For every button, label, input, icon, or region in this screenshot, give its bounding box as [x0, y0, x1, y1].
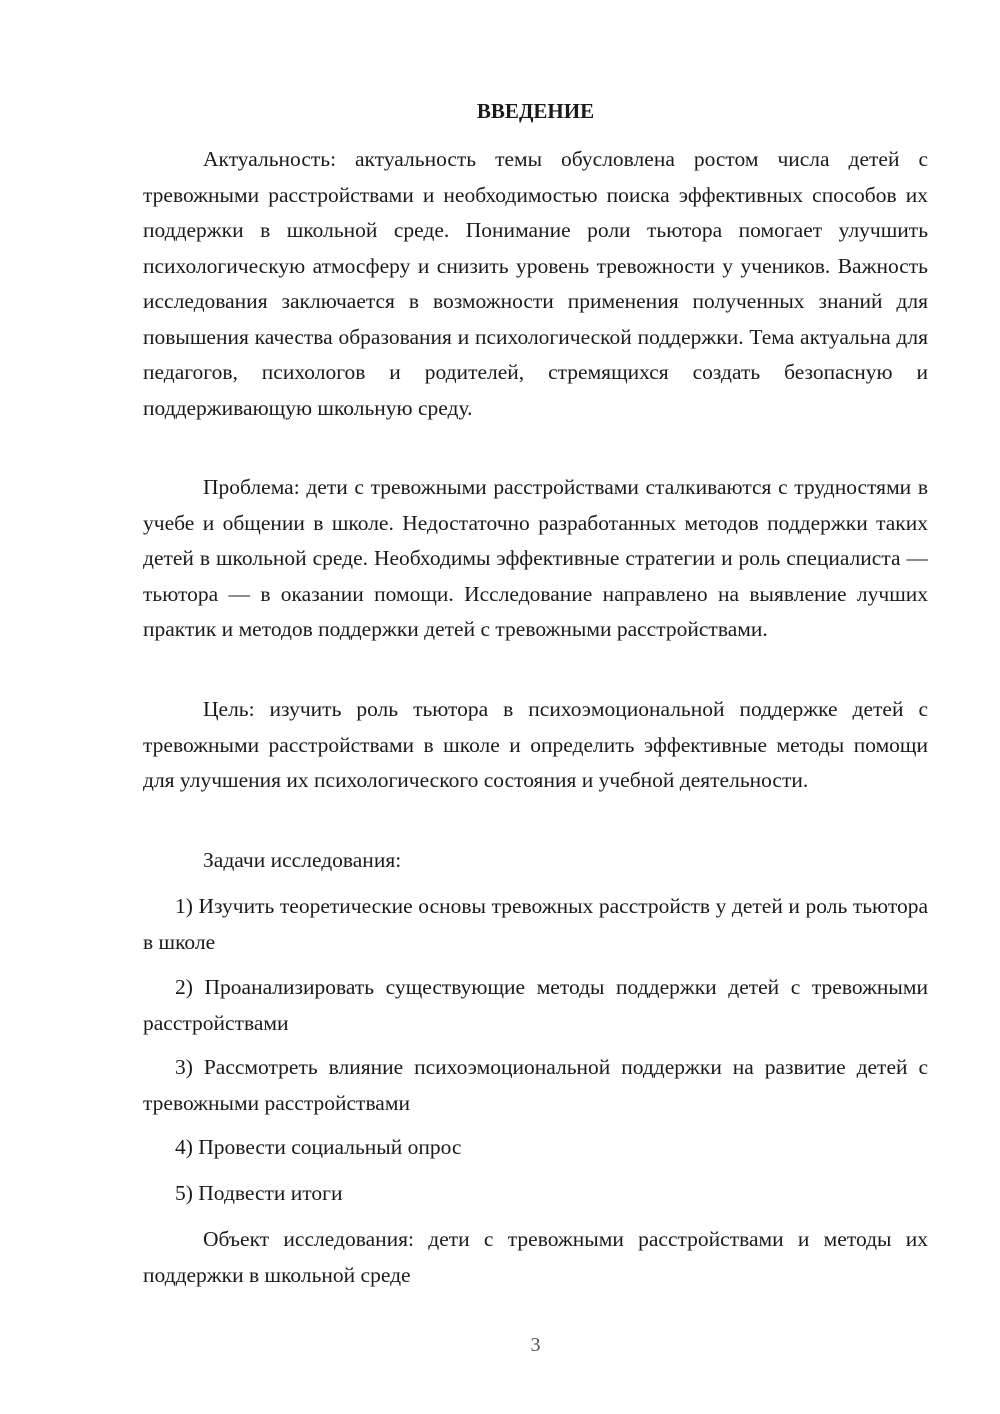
task-item-4: 4) Провести социальный опрос: [175, 1135, 462, 1159]
paragraph-problem: Проблема: дети с тревожными расстройствами сталкиваются с трудностями в учебе и общении в школе. Недостаточно разработанных методов поддержки таких детей в школьной среде. Необходимы эффективные стратегии и роль специалиста — тьютора — в оказании помощи. Исследование направлено на выявление лучших практик и методов поддержки детей с тревожными расстройствами.: [143, 475, 928, 641]
paragraph-object: Объект исследования: дети с тревожными расстройствами и методы их поддержки в школьной среде: [143, 1227, 928, 1287]
task-item-5: 5) Подвести итоги: [175, 1181, 343, 1205]
task-item-3: 3) Рассмотреть влияние психоэмоциональной поддержки на развитие детей с тревожными расстройствами: [143, 1055, 928, 1115]
task-item-1: 1) Изучить теоретические основы тревожных расстройств у детей и роль тьютора в школе: [143, 894, 928, 954]
paragraph-relevance: Актуальность: актуальность темы обусловлена ростом числа детей с тревожными расстройствами и необходимостью поиска эффективных способов их поддержки в школьной среде. Понимание роли тьютора помогает улучшить психологическую атмосферу и снизить уровень тревожности у учеников. Важность исследования заключается в возможности применения полученных знаний для повышения качества образования и психологической поддержки. Тема актуальна для педагогов, психологов и родителей, стремящихся создать безопасную и поддерживающую школьную среду.: [143, 147, 928, 420]
task-item-2: 2) Проанализировать существующие методы поддержки детей с тревожными расстройствами: [143, 975, 928, 1035]
paragraph-goal: Цель: изучить роль тьютора в психоэмоциональной поддержке детей с тревожными расстройствами в школе и определить эффективные методы помощи для улучшения их психологического состояния и учебной деятельности.: [143, 697, 928, 792]
page-number: 3: [530, 1334, 541, 1356]
tasks-heading: Задачи исследования:: [203, 848, 402, 872]
document-page: [143, 0, 928, 1414]
page-title: ВВЕДЕНИЕ: [476, 99, 595, 123]
